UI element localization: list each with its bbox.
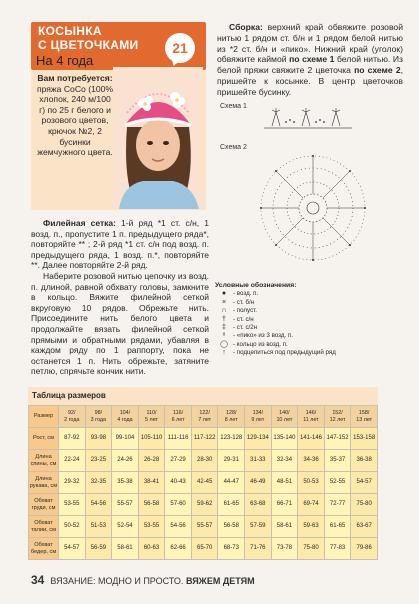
header-line: 2 года	[64, 416, 80, 423]
legend-symbol: ᵒ	[222, 332, 226, 340]
magazine-name: ВЯЗАНИЕ: МОДНО И ПРОСТО.	[50, 576, 184, 586]
legend	[215, 282, 405, 358]
column-header	[138, 406, 165, 428]
page-title	[38, 24, 158, 52]
table-row	[29, 428, 378, 450]
table-cell: 22-24	[59, 450, 86, 472]
materials-body: пряжа CoCo (100% хлопок, 240 м/100 г) по 25 г белого и розового цветов, крючок №2, 2 бусинки жемчужного цвета.	[36, 83, 114, 158]
table-cell: 61-65	[218, 494, 245, 516]
table-cell: 71-76	[245, 538, 272, 560]
header-line: 98/	[94, 409, 103, 416]
table-cell: 36-38	[351, 450, 378, 472]
header-line: 10 лет	[276, 416, 293, 423]
table-cell: 99-104	[112, 428, 139, 450]
table-cell: 48-51	[271, 472, 298, 494]
table-cell: 31-33	[245, 450, 272, 472]
table-row	[29, 450, 378, 472]
table-cell: 54-56	[85, 494, 112, 516]
table-cell: 38-41	[138, 472, 165, 494]
table-cell: 63-68	[245, 494, 272, 516]
left-column-text	[31, 218, 209, 377]
row-header: Обхват груди, см	[29, 494, 59, 516]
header-line: 140/	[279, 409, 290, 416]
table-cell: 129-134	[245, 428, 272, 450]
table-cell: 123-128	[218, 428, 245, 450]
legend-item	[215, 349, 405, 357]
instructions-paragraph: Наберите розовой нитью цепочку из возд. п. длиной, равной обхвату головы, замкните в кольцо. Вяжите филейной сеткой вкруговую 10 рядов. Обрежьте нить. Присоедините нить белого цвета и продолжайте вязать филейной сеткой прямыми и обратными рядами, убавляя в каждом ряду по 1 раппорту, пока не останется 1 п. Нить обрежьте, затяните петлю, спрячьте кончик нити.	[31, 270, 209, 377]
table-cell: 53-55	[138, 516, 165, 538]
legend-title: Условные обозначения:	[215, 282, 297, 289]
table-row	[29, 538, 378, 560]
legend-symbol: ◯	[220, 340, 228, 348]
scheme1-ref: по схеме 1	[289, 54, 335, 65]
materials-block	[36, 73, 114, 158]
header-line: 11 лет	[303, 416, 319, 423]
pattern-number-badge: 21	[165, 33, 195, 63]
table-cell: 135-140	[271, 428, 298, 450]
header-line: 104/	[119, 409, 131, 416]
table-cell: 55-57	[191, 516, 218, 538]
table-cell: 147-152	[324, 428, 351, 450]
table-cell: 27-29	[165, 450, 192, 472]
table-cell: 29-32	[59, 472, 86, 494]
assembly-body-b: белой нитью. Из белой пряжи свяжите 2 цветочка	[217, 54, 403, 76]
table-cell: 56-59	[85, 538, 112, 560]
table-cell: 66-71	[271, 494, 298, 516]
legend-label: - ст. б/н	[233, 298, 255, 306]
table-cell: 40-43	[165, 472, 192, 494]
page-footer	[31, 573, 255, 587]
table-header-row	[29, 406, 378, 428]
header-line: 7 лет	[198, 416, 212, 423]
filet-paragraph	[31, 218, 209, 271]
table-cell: 55-57	[112, 494, 139, 516]
magazine-issue: ВЯЖЕМ ДЕТЯМ	[185, 576, 255, 586]
table-cell: 141-146	[298, 428, 325, 450]
column-header	[351, 406, 378, 428]
column-header	[218, 406, 245, 428]
legend-item	[215, 316, 405, 324]
table-cell: 77-83	[324, 538, 351, 560]
assembly-body-c: , пришейте к косынке. В центр цветочков пришейте бусинку.	[217, 65, 403, 97]
table-cell: 46-49	[245, 472, 272, 494]
table-cell: 79-86	[351, 538, 378, 560]
table-cell: 32-35	[85, 472, 112, 494]
table-cell: 52-54	[112, 516, 139, 538]
header-line: 122/	[199, 409, 210, 416]
table-cell: 52-55	[324, 472, 351, 494]
table-cell: 35-37	[324, 450, 351, 472]
table-cell: 26-28	[138, 450, 165, 472]
header-line: 9 лет	[251, 416, 265, 423]
row-header: Обхват талии, см	[29, 516, 59, 538]
page-number: 34	[31, 573, 45, 587]
table-cell: 62-66	[165, 538, 192, 560]
materials-heading: Вам потребуется:	[37, 73, 113, 83]
table-cell: 42-45	[191, 472, 218, 494]
header-line: 116/	[173, 409, 184, 416]
table-cell: 65-70	[191, 538, 218, 560]
table-cell: 24-26	[112, 450, 139, 472]
legend-label: - ст. с/н	[233, 315, 254, 323]
table-cell: 54-57	[351, 472, 378, 494]
table-cell: 32-34	[271, 450, 298, 472]
legend-item	[215, 324, 405, 332]
scheme-1-diagram	[262, 104, 354, 132]
legend-label: - «пико» из 3 возд. п.	[233, 332, 293, 340]
header-line: 13 лет	[356, 416, 373, 423]
title-line-2: С ЦВЕТОЧКАМИ	[38, 38, 139, 52]
assembly-heading: Сборка:	[229, 22, 263, 32]
legend-symbol: ●	[221, 290, 227, 298]
row-header: Рост, см	[29, 428, 59, 450]
assembly-body-a: верхний край обвяжите розовой нитью 1 рядом ст. б/н и 1 рядом белой нитью из *2 ст. б/н и «пико». Нижний край (уголок) обвяжите каймой	[217, 22, 403, 65]
table-cell: 58-61	[271, 516, 298, 538]
row-header: Длина рукава, см	[29, 472, 59, 494]
header-line: 5 лет	[145, 416, 158, 423]
legend-label: - ст. с/2н	[233, 323, 258, 331]
legend-symbol: ×	[221, 298, 227, 306]
column-header	[59, 406, 86, 428]
legend-label: - возд. п.	[233, 290, 259, 298]
column-header	[245, 406, 272, 428]
header-line: 146/	[305, 409, 317, 416]
header-line: 152/	[332, 409, 343, 416]
table-cell: 51-53	[85, 516, 112, 538]
header-line: 110/	[146, 409, 157, 416]
scheme-2-diagram	[258, 150, 368, 272]
table-cell: 60-63	[138, 538, 165, 560]
legend-label: - подцепиться под предыдущий ряд	[233, 349, 336, 357]
column-header	[271, 406, 298, 428]
table-cell: 87-92	[59, 428, 86, 450]
table-cell: 29-31	[218, 450, 245, 472]
header-line: 8 лет	[224, 416, 238, 423]
table-cell: 56-58	[218, 516, 245, 538]
table-cell: 23-25	[85, 450, 112, 472]
legend-item	[215, 307, 405, 315]
scheme-1-label: Схема 1	[220, 103, 247, 110]
table-cell: 44-47	[218, 472, 245, 494]
size-table	[28, 405, 378, 560]
legend-symbol: ∩	[221, 307, 227, 315]
table-cell: 105-110	[138, 428, 165, 450]
legend-item	[215, 332, 405, 340]
table-cell: 35-38	[112, 472, 139, 494]
table-cell: 59-63	[298, 516, 325, 538]
legend-item	[215, 341, 405, 349]
table-cell: 50-52	[59, 516, 86, 538]
header-line: 4 года	[117, 416, 133, 423]
table-cell: 54-56	[165, 516, 192, 538]
column-header	[85, 406, 112, 428]
row-header: Длина спины, см	[29, 450, 59, 472]
table-cell: 63-67	[351, 516, 378, 538]
table-cell: 57-60	[165, 494, 192, 516]
table-cell: 57-59	[245, 516, 272, 538]
table-cell: 93-98	[85, 428, 112, 450]
table-row	[29, 494, 378, 516]
table-cell: 34-36	[298, 450, 325, 472]
column-header	[298, 406, 325, 428]
header-line: 92/	[68, 409, 76, 416]
header-line: 128/	[226, 409, 237, 416]
table-cell: 73-78	[271, 538, 298, 560]
header-line: 134/	[252, 409, 264, 416]
table-cell: 68-73	[218, 538, 245, 560]
table-cell: 50-53	[298, 472, 325, 494]
size-table-title: Таблица размеров	[28, 387, 378, 405]
legend-symbol: ‡	[222, 323, 226, 331]
filet-heading: Филейная сетка:	[43, 218, 116, 228]
column-header	[324, 406, 351, 428]
legend-label: - кольцо из возд. п.	[233, 340, 288, 348]
assembly-paragraph	[217, 22, 403, 98]
column-header	[112, 406, 139, 428]
table-cell: 117-122	[191, 428, 218, 450]
table-cell: 28-30	[191, 450, 218, 472]
table-cell: 153-158	[351, 428, 378, 450]
legend-label: - полуст.	[233, 307, 258, 315]
scheme-2-label: Схема 2	[220, 144, 247, 151]
legend-symbol: ↑	[222, 349, 226, 357]
table-cell: 72-77	[324, 494, 351, 516]
header-line: Размер	[33, 413, 54, 419]
table-cell: 75-80	[351, 494, 378, 516]
table-cell: 58-61	[112, 538, 139, 560]
table-row	[29, 472, 378, 494]
column-header	[191, 406, 218, 428]
table-cell: 54-57	[59, 538, 86, 560]
table-row	[29, 516, 378, 538]
scheme2-ref: по схеме 2	[354, 65, 401, 76]
table-cell: 59-62	[191, 494, 218, 516]
header-line: 158/	[358, 409, 370, 416]
table-cell: 56-58	[138, 494, 165, 516]
header-line: 6 лет	[171, 416, 185, 423]
table-cell: 75-80	[298, 538, 325, 560]
header-line: 3 года	[90, 416, 107, 423]
child-photo	[113, 67, 203, 209]
column-header	[165, 406, 192, 428]
header-line: 12 лет	[329, 416, 346, 423]
table-cell: 111-116	[165, 428, 192, 450]
legend-item	[215, 299, 405, 307]
filet-body: 1-й ряд *1 ст. с/н, 1 возд. п., пропустите 1 п. предыдущего ряда*, повторяйте ** ; 2-й ряд *1 ст. с/н под возд. п. предыдущего ряда, 1 возд. п.*, повторяйте **. Далее повторяйте 2-й ряд.	[31, 218, 209, 271]
assembly-text	[217, 22, 403, 98]
table-cell: 61-65	[324, 516, 351, 538]
age-label: На 4 года	[36, 53, 94, 68]
table-cell: 53-55	[59, 494, 86, 516]
legend-symbol: †	[222, 315, 226, 323]
table-cell: 69-74	[298, 494, 325, 516]
title-line-1: КОСЫНКА	[38, 24, 102, 38]
row-header: Обхват бедер, см	[29, 538, 59, 560]
legend-item	[215, 290, 405, 298]
column-header	[29, 406, 59, 428]
